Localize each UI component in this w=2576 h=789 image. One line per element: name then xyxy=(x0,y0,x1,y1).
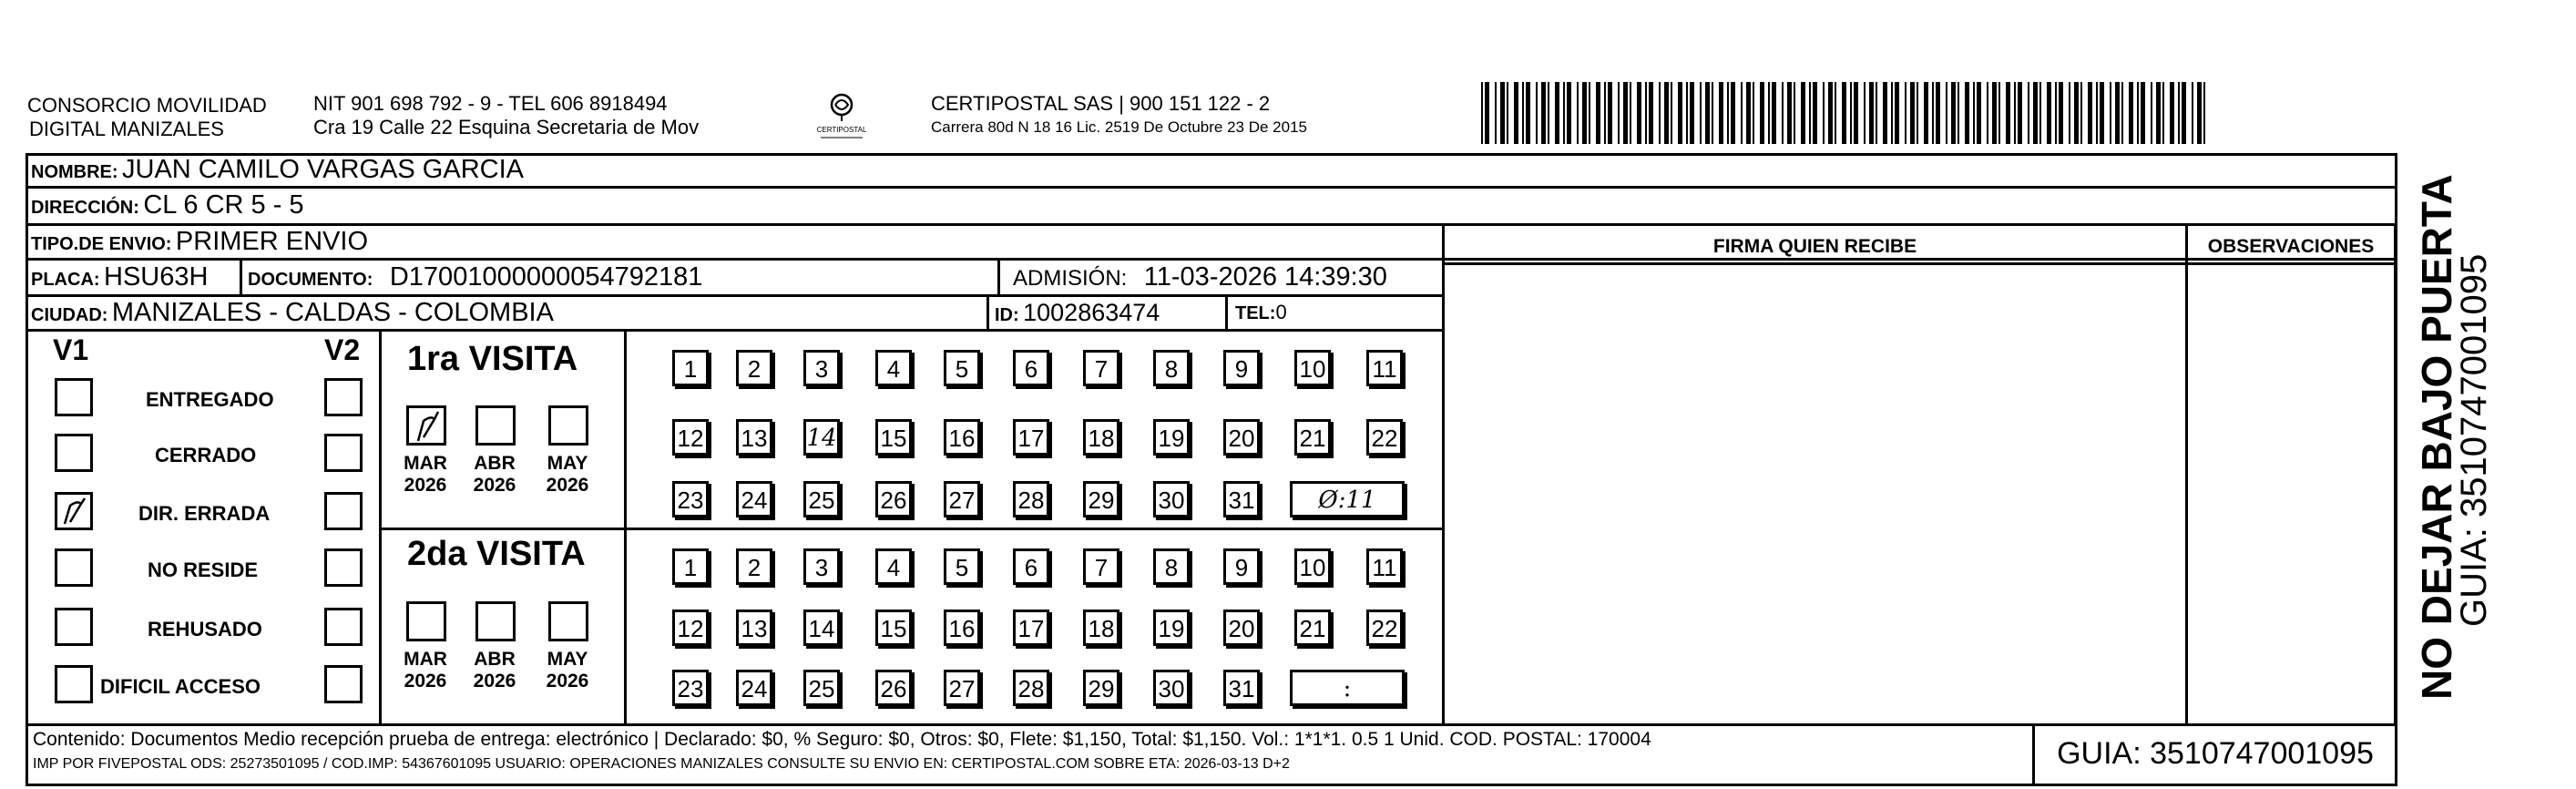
barcode-bar xyxy=(1998,82,2000,144)
day-box[interactable]: 7 xyxy=(1083,350,1119,386)
tipo-envio-value: PRIMER ENVIO xyxy=(175,227,369,256)
status-label: DIR. ERRADA xyxy=(138,502,271,525)
day-box[interactable]: 7 xyxy=(1083,548,1119,585)
certipostal-logo xyxy=(813,88,870,145)
day-box[interactable]: 19 xyxy=(1153,419,1190,456)
barcode-bar xyxy=(2055,82,2057,144)
barcode-bar xyxy=(2047,82,2051,144)
barcode-bar xyxy=(1637,82,1641,144)
day-box[interactable]: 25 xyxy=(803,670,840,706)
barcode-bar xyxy=(1746,82,1751,144)
barcode-bar xyxy=(1664,82,1669,144)
direccion-row: DIRECCIÓN: CL 6 CR 5 - 5 xyxy=(31,190,304,220)
status-label: CERRADO xyxy=(155,444,257,466)
day-box[interactable]: 6 xyxy=(1013,350,1049,386)
day-box[interactable]: 6 xyxy=(1013,548,1049,585)
day-box[interactable]: 21 xyxy=(1294,419,1331,456)
barcode-bar xyxy=(1630,82,1631,144)
day-box[interactable]: 8 xyxy=(1153,350,1190,386)
footer-imp: IMP POR FIVEPOSTAL ODS: 25273501095 / COD.IMP: 54367601095 USUARIO: OPERACIONES MANIZALES CONSULTE SU ENVIO EN: CERTIPOSTAL.COM SOBRE ETA: 2026-03-13 D+2 xyxy=(33,756,1290,772)
day-box[interactable]: 12 xyxy=(672,419,709,456)
barcode-bar xyxy=(1671,82,1672,144)
barcode-bar xyxy=(2039,82,2041,144)
barcode-bar xyxy=(2151,82,2152,144)
day-box[interactable]: 12 xyxy=(672,610,709,646)
day-box[interactable]: 31 xyxy=(1223,481,1260,517)
barcode-bar xyxy=(1946,82,1947,144)
day-box[interactable]: 21 xyxy=(1294,610,1331,646)
v2-checkbox[interactable] xyxy=(324,608,363,646)
barcode-bar xyxy=(1507,82,1508,144)
barcode-bar xyxy=(1577,82,1579,144)
barcode-bar xyxy=(1618,82,1620,144)
day-box[interactable]: 11 xyxy=(1366,548,1403,585)
nombre-row: NOMBRE: JUAN CAMILO VARGAS GARCIA xyxy=(31,155,524,184)
time-box[interactable]: : xyxy=(1290,670,1405,706)
day-box[interactable]: 27 xyxy=(944,481,980,517)
month-label: ABR 2026 xyxy=(473,453,516,496)
barcode xyxy=(1481,82,2210,144)
placa-field: PLACA: HSU63H xyxy=(31,262,209,292)
day-box[interactable]: 31 xyxy=(1223,670,1260,706)
day-box[interactable]: 16 xyxy=(944,610,980,646)
barcode-bar xyxy=(1835,82,1836,144)
tel-field: TEL:0 xyxy=(1235,301,1287,323)
barcode-bar xyxy=(1883,82,1887,144)
day-box[interactable]: 29 xyxy=(1083,481,1119,517)
v1-checkbox[interactable] xyxy=(55,548,93,587)
visit2-title: 2da VISITA xyxy=(407,535,586,573)
barcode-bar xyxy=(2059,82,2063,144)
barcode-bar xyxy=(2137,82,2139,144)
barcode-bar xyxy=(1850,82,1852,144)
barcode-bar xyxy=(1712,82,1713,144)
barcode-bar xyxy=(1917,82,1918,144)
day-box[interactable]: 2 xyxy=(736,548,772,585)
day-box[interactable]: 24 xyxy=(736,481,772,517)
barcode-bar xyxy=(1741,82,1743,144)
visit1-title: 1ra VISITA xyxy=(407,340,578,378)
barcode-bar xyxy=(1582,82,1587,144)
barcode-bar xyxy=(1608,82,1612,144)
courier-info: CERTIPOSTAL SAS | 900 151 122 - 2 Carrera 80d N 18 16 Lic. 2519 De Octubre 23 De 2015 xyxy=(931,92,1307,136)
barcode-bar xyxy=(2110,82,2111,144)
barcode-bar xyxy=(1495,82,1497,144)
barcode-bar xyxy=(1719,82,1723,144)
barcode-bar xyxy=(2141,82,2145,144)
barcode-bar xyxy=(2203,82,2205,144)
day-box[interactable]: 18 xyxy=(1083,610,1119,646)
barcode-bar xyxy=(1623,82,1628,144)
day-box[interactable]: 4 xyxy=(875,350,912,386)
barcode-bar xyxy=(1823,82,1825,144)
documento-field: DOCUMENTO: D17001000000054792181 xyxy=(248,262,703,292)
month-checkbox[interactable] xyxy=(475,601,516,641)
barcode-bar xyxy=(1951,82,1956,144)
tipo-envio-row: TIPO.DE ENVIO: PRIMER ENVIO xyxy=(31,227,369,256)
side-warning: NO DEJAR BAJO PUERTA xyxy=(2413,174,2460,700)
barcode-bar xyxy=(2088,82,2092,144)
barcode-bar xyxy=(1854,82,1858,144)
barcode-bar xyxy=(1772,82,1776,144)
day-box[interactable]: 29 xyxy=(1083,670,1119,706)
check-mark-icon xyxy=(409,408,445,445)
month-checkbox[interactable] xyxy=(406,601,446,641)
day-box[interactable]: 16 xyxy=(944,419,980,456)
v1-header: V1 xyxy=(53,333,89,366)
barcode-bar xyxy=(1905,82,1906,144)
day-box[interactable]: 18 xyxy=(1083,419,1119,456)
barcode-bar xyxy=(2129,82,2133,144)
day-box[interactable]: 10 xyxy=(1294,350,1331,386)
barcode-bar xyxy=(1891,82,1893,144)
barcode-bar xyxy=(1645,82,1647,144)
side-guia: GUIA: 3510747001095 xyxy=(2454,253,2494,627)
barcode-bar xyxy=(2080,82,2082,144)
v2-header: V2 xyxy=(324,333,361,366)
v2-checkbox[interactable] xyxy=(324,492,363,530)
day-box[interactable]: 26 xyxy=(875,670,912,706)
barcode-bar xyxy=(2018,82,2022,144)
barcode-bar xyxy=(1895,82,1899,144)
ciudad-field: CIUDAD: MANIZALES - CALDAS - COLOMBIA xyxy=(31,298,554,327)
barcode-bar xyxy=(1700,82,1702,144)
day-box[interactable]: 9 xyxy=(1223,548,1260,585)
day-box[interactable]: 5 xyxy=(944,548,980,585)
day-box[interactable]: 27 xyxy=(944,670,980,706)
barcode-bar xyxy=(1876,82,1877,144)
barcode-bar xyxy=(2033,82,2038,144)
status-label: DIFICIL ACCESO xyxy=(100,675,261,698)
barcode-bar xyxy=(1813,82,1817,144)
day-box[interactable]: 11 xyxy=(1366,350,1403,386)
barcode-bar xyxy=(2006,82,2010,144)
barcode-bar xyxy=(1965,82,1969,144)
day-box[interactable]: 2 xyxy=(736,350,772,386)
v2-checkbox[interactable] xyxy=(324,378,363,416)
id-field: ID: 1002863474 xyxy=(995,299,1160,326)
barcode-bar xyxy=(1977,82,1981,144)
footer-guia: GUIA: 3510747001095 xyxy=(2057,736,2374,771)
month-checkbox[interactable] xyxy=(406,405,446,446)
day-box[interactable]: 24 xyxy=(736,670,772,706)
day-box[interactable]: 17 xyxy=(1013,610,1049,646)
status-label: ENTREGADO xyxy=(146,388,274,411)
barcode-bar xyxy=(2192,82,2193,144)
month-checkbox[interactable] xyxy=(548,405,588,446)
v2-checkbox[interactable] xyxy=(324,548,363,587)
barcode-bar xyxy=(1794,82,1795,144)
barcode-bar xyxy=(1589,82,1590,144)
barcode-bar xyxy=(1567,82,1571,144)
day-box[interactable]: 10 xyxy=(1294,548,1331,585)
barcode-bar xyxy=(1731,82,1735,144)
barcode-bar xyxy=(1936,82,1940,144)
v2-checkbox[interactable] xyxy=(324,665,363,703)
day-box[interactable]: 23 xyxy=(672,481,709,517)
barcode-bar xyxy=(1500,82,1505,144)
day-box[interactable]: 14 xyxy=(803,419,840,456)
day-box[interactable]: 13 xyxy=(736,419,772,456)
month-label: MAR 2026 xyxy=(404,649,447,692)
month-label: MAY 2026 xyxy=(546,453,589,496)
barcode-bar xyxy=(2028,82,2029,144)
barcode-bar xyxy=(1659,82,1661,144)
admision-field: ADMISIÓN: 11-03-2026 14:39:30 xyxy=(1013,262,1387,292)
day-box[interactable]: 4 xyxy=(875,548,912,585)
barcode-bar xyxy=(1649,82,1653,144)
firma-header: FIRMA QUIEN RECIBE xyxy=(1712,236,1917,257)
barcode-bar xyxy=(2178,82,2180,144)
barcode-bar xyxy=(1828,82,1833,144)
barcode-bar xyxy=(1987,82,1988,144)
barcode-bar xyxy=(1753,82,1754,144)
barcode-bar xyxy=(2121,82,2123,144)
check-mark-icon xyxy=(57,495,90,528)
barcode-bar xyxy=(1690,82,1694,144)
day-box[interactable]: 25 xyxy=(803,481,840,517)
day-box[interactable]: 3 xyxy=(803,350,840,386)
barcode-bar xyxy=(1705,82,1710,144)
v1-checkbox[interactable] xyxy=(55,665,93,703)
barcode-bar xyxy=(1768,82,1770,144)
barcode-bar xyxy=(1563,82,1565,144)
barcode-bar xyxy=(2096,82,2098,144)
day-box[interactable]: 8 xyxy=(1153,548,1190,585)
day-box[interactable]: 28 xyxy=(1013,670,1049,706)
company-name: CONSORCIO MOVILIDAD DIGITAL MANIZALES xyxy=(27,94,267,140)
barcode-bar xyxy=(1973,82,1975,144)
day-box[interactable]: 15 xyxy=(875,610,912,646)
barcode-bar xyxy=(2170,82,2174,144)
barcode-bar xyxy=(2182,82,2186,144)
day-box[interactable]: 23 xyxy=(672,670,709,706)
barcode-bar xyxy=(1555,82,1559,144)
day-box[interactable]: 30 xyxy=(1153,481,1190,517)
day-box[interactable]: 17 xyxy=(1013,419,1049,456)
month-checkbox[interactable] xyxy=(548,601,588,641)
observations-area[interactable] xyxy=(2188,266,2394,722)
barcode-bar xyxy=(1548,82,1549,144)
observaciones-header: OBSERVACIONES xyxy=(2207,236,2375,257)
svg-text:CERTIPOSTAL: CERTIPOSTAL xyxy=(816,126,867,134)
day-box[interactable]: 13 xyxy=(736,610,772,646)
day-box[interactable]: 15 xyxy=(875,419,912,456)
barcode-bar xyxy=(1514,82,1518,144)
barcode-bar xyxy=(1932,82,1934,144)
barcode-bar xyxy=(1678,82,1682,144)
barcode-bar xyxy=(2074,82,2079,144)
month-checkbox[interactable] xyxy=(475,405,516,446)
barcode-bar xyxy=(1782,82,1784,144)
day-box[interactable]: 5 xyxy=(944,350,980,386)
barcode-bar xyxy=(1787,82,1792,144)
day-box[interactable]: 1 xyxy=(672,548,709,585)
barcode-bar xyxy=(1686,82,1688,144)
day-box[interactable]: 1 xyxy=(672,350,709,386)
v1-checkbox[interactable] xyxy=(55,492,93,530)
v1-checkbox[interactable] xyxy=(55,608,93,646)
barcode-bar xyxy=(2100,82,2104,144)
day-box[interactable]: 22 xyxy=(1366,610,1403,646)
barcode-bar xyxy=(1604,82,1606,144)
day-box[interactable]: 26 xyxy=(875,481,912,517)
v1-checkbox[interactable] xyxy=(55,378,93,416)
status-label: NO RESIDE xyxy=(148,558,259,581)
day-box[interactable]: 14 xyxy=(803,610,840,646)
barcode-bar xyxy=(1910,82,1915,144)
status-label: REHUSADO xyxy=(148,618,262,640)
day-box[interactable]: 22 xyxy=(1366,419,1403,456)
barcode-bar xyxy=(1526,82,1530,144)
day-box[interactable]: 20 xyxy=(1223,419,1260,456)
day-box[interactable]: 30 xyxy=(1153,670,1190,706)
month-label: MAY 2026 xyxy=(546,649,589,692)
barcode-bar xyxy=(1760,82,1764,144)
barcode-bar xyxy=(1864,82,1866,144)
barcode-bar xyxy=(1522,82,1524,144)
barcode-bar xyxy=(2197,82,2202,144)
barcode-bar xyxy=(1727,82,1729,144)
barcode-bar xyxy=(1541,82,1546,144)
barcode-bar xyxy=(1958,82,1959,144)
footer-contenido: Contenido: Documentos Medio recepción prueba de entrega: electrónico | Declarado: $0, % Seguro: $0, Otros: $0, Flete: $1,150, Total: $1,150. Vol.: 1*1*1. 0.5 1 Unid. COD. POSTAL: 170004 xyxy=(33,729,1651,750)
day-box[interactable]: 3 xyxy=(803,548,840,585)
day-box[interactable]: 28 xyxy=(1013,481,1049,517)
barcode-bar xyxy=(1596,82,1600,144)
day-box[interactable]: 20 xyxy=(1223,610,1260,646)
barcode-bar xyxy=(1992,82,1997,144)
v2-checkbox[interactable] xyxy=(324,434,363,472)
signature-area[interactable] xyxy=(1445,266,2185,722)
barcode-bar xyxy=(1869,82,1874,144)
barcode-bar xyxy=(1842,82,1846,144)
barcode-bar xyxy=(1536,82,1538,144)
barcode-bar xyxy=(1924,82,1928,144)
nombre-value: JUAN CAMILO VARGAS GARCIA xyxy=(122,155,524,184)
barcode-bar xyxy=(2014,82,2016,144)
barcode-bar xyxy=(1481,82,1483,144)
company-nit: NIT 901 698 792 - 9 - TEL 606 8918494 Cra 19 Calle 22 Esquina Secretaria de Mov xyxy=(313,92,700,138)
barcode-bar xyxy=(2156,82,2161,144)
barcode-bar xyxy=(1809,82,1811,144)
day-box[interactable]: 19 xyxy=(1153,610,1190,646)
barcode-bar xyxy=(2069,82,2070,144)
barcode-bar xyxy=(2115,82,2120,144)
day-box[interactable]: 9 xyxy=(1223,350,1260,386)
month-label: ABR 2026 xyxy=(473,649,516,692)
barcode-bar xyxy=(1801,82,1805,144)
v1-checkbox[interactable] xyxy=(55,434,93,472)
barcode-bar xyxy=(2162,82,2164,144)
month-label: MAR 2026 xyxy=(404,453,447,496)
direccion-value: CL 6 CR 5 - 5 xyxy=(143,190,304,220)
barcode-bar xyxy=(1485,82,1489,144)
time-box[interactable]: Ø:11 xyxy=(1290,481,1405,517)
